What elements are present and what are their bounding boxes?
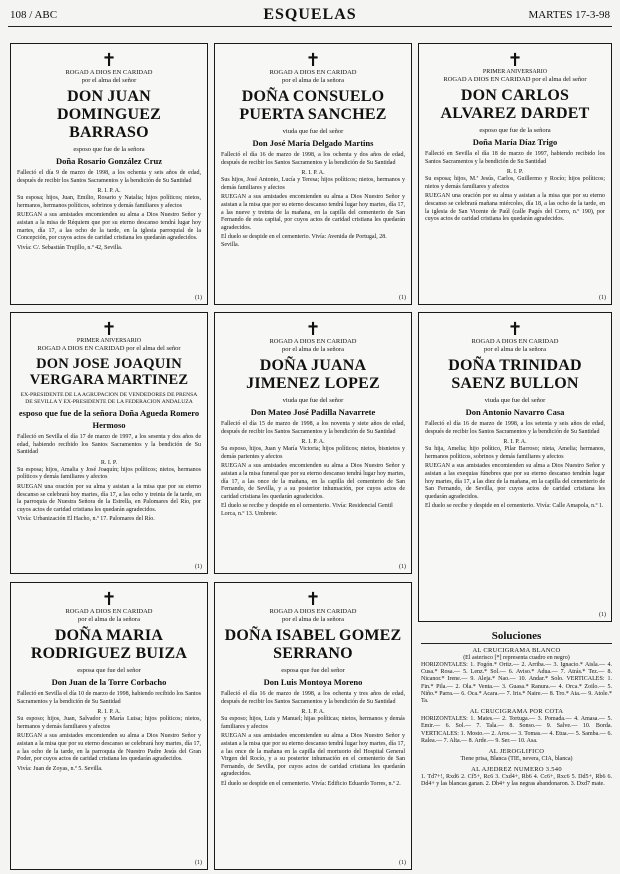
death-notice: Falleció el día 16 de marzo de 1998, a los setenta y seis años de edad, después de recibir los Santos Sacramentos y la bendición de Su Santidad	[425, 421, 605, 435]
rip-line: R. I. P.	[506, 169, 524, 176]
card-heading: ROGAD A DIOS EN CARIDAD	[269, 608, 357, 615]
obituary-card	[418, 312, 612, 622]
ad-code: (1)	[399, 564, 406, 570]
obituary-card	[214, 582, 412, 870]
death-notice: Falleció el día 16 de marzo de 1998, a los ochenta y dos años de edad, después de recibir los Santos Sacramentos y la bendición de Su Santidad	[221, 152, 405, 166]
association-line: EX-PRESIDENTE DE LA AGRUPACION DE VENDEDORES DE PRENSA DE SEVILLA Y EX-PRESIDENTE DE LA FEDERACION ANDALUZA	[20, 392, 198, 405]
crossword-cota-heading: AL CRUCIGRAMA POR COTA	[469, 708, 564, 716]
obituary-card	[10, 43, 208, 305]
spouse-name: Don Antonio Navarro Casa	[465, 407, 565, 417]
spouse-name: Doña María Díaz Trigo	[472, 137, 558, 147]
obituary-card	[10, 312, 208, 574]
deceased-name: DON JUAN DOMINGUEZ BARRASO	[56, 88, 162, 141]
mass-notice: RUEGAN una oración por su alma y asistan a la misa que por su eterno descanso se celebrará hoy martes, día 17, a las ocho y treinta de la tarde, en la parroquia de Nuestra Señora de la Estrella, en Palomares del Río, por cuyos actos de caridad cristiana les quedarán agradecidos.	[17, 483, 201, 513]
card-subheading: por el alma de la señora	[282, 616, 344, 623]
card-subheading: por el alma de la señora	[282, 346, 344, 353]
spouse-label: viuda que fue del señor	[282, 128, 344, 135]
ad-code: (1)	[195, 564, 202, 570]
spouse-name: Doña Rosario González Cruz	[55, 156, 162, 166]
crossword-blank-solution: HORIZONTALES: 1. Fogón.* Ortiz.— 2. Arriba.— 3. Ignacio.* Aisla.— 4. Cusa.* Rosa.— 5. Lenz.* Sol.— 6. Aviso.* Adua.— 7. Atrás.* Tez.— 8. Nicanor.* Irene.— 9. Aleja.* Nao.— 10. Andar.* Solo. VERTICALES: 1. Fin.* Pila.— 2. Ola.* Venta.— 3. Guasa.* Ranura.— 4. Orca.* Zoilo.— 5. Niño.* Parra.— 6. Oca.* Acara.— 7. Iris.* Naire.— 8. Tro.* Ata.— 9. Atole.* Ta.	[421, 662, 612, 705]
rebus-heading: AL JEROGLIFICO	[488, 748, 545, 756]
rip-line: R. I. P. A.	[503, 439, 527, 446]
page-header	[8, 6, 612, 27]
ad-code: (1)	[399, 295, 406, 301]
card-heading: ROGAD A DIOS EN CARIDAD	[269, 69, 357, 76]
rip-line: R. I. P.	[100, 459, 118, 466]
family-list: Su esposa; hijos, Amalia y José Joaquín; hijos políticos; nietos, hermanos políticos y demás familiares y afectos	[17, 466, 201, 481]
ad-code: (1)	[195, 860, 202, 866]
spouse-label: esposo que fue de la señora	[73, 146, 145, 153]
mass-notice: RUEGAN a sus amistades encomienden su alma a Dios Nuestro Señor y asistan a la misa que por su eterno descanso tendrá lugar hoy martes, día 17, a las nueve y treinta de la mañana, en la capilla del cementerio de San Fernando de esta capital, por cuyos actos de caridad cristiana les quedarán agradecidos.	[221, 194, 405, 231]
death-notice: Falleció el día 15 de marzo de 1998, a los noventa y siete años de edad, después de recibir los Santos Sacramentos y la bendición de Su Santidad	[221, 421, 405, 435]
mass-notice: RUEGAN una oración por su alma y asistan a la misa que por su eterno descanso se celebrará mañana miércoles, día 18, a las ocho de la tarde, en la iglesia de San Vicente de Paúl (calle Pagés del Corro, n.º 190), por cuyos actos de caridad cristiana les quedarán agradecidos.	[425, 193, 605, 223]
spouse-name: esposo que fue de la señora Doña Agueda Romero Hermoso	[18, 408, 200, 430]
deceased-name: DOÑA MARIA RODRIGUEZ BUIZA	[30, 627, 188, 662]
card-heading: ROGAD A DIOS EN CARIDAD	[65, 69, 153, 76]
deceased-name: DOÑA TRINIDAD SAENZ BULLON	[448, 357, 582, 392]
rip-line: R. I. P. A.	[301, 709, 325, 716]
crossword-blank-note: (El asterisco [*] representa cuadro en negro)	[463, 655, 570, 661]
family-list: Su esposo, hijos, Juan y María Victoria; hijos políticos; nietos, bisnietos y demás parientes y afectos	[221, 446, 405, 460]
card-subheading: ROGAD A DIOS EN CARIDAD por el alma del señor	[443, 76, 587, 83]
cross-icon: ✝	[101, 319, 117, 339]
deceased-name: DON CARLOS ALVAREZ DARDET	[440, 87, 590, 122]
residence-line: El duelo se despide en el cementerio. Vivía: Avenida de Portugal, 28. Sevilla.	[221, 234, 387, 248]
section-title: ESQUELAS	[263, 6, 357, 23]
spouse-name: Don Luis Montoya Moreno	[263, 677, 363, 687]
death-notice: Falleció el día 9 de marzo de 1998, a los ochenta y seis años de edad, después de recibir los Santos Sacramentos y la bendición de Su Santidad	[17, 170, 201, 184]
residence-line: El duelo se despide en el cementerio. Vivía: Edificio Eduardo Torres, n.º 2.	[221, 780, 401, 787]
card-subheading: por el alma de la señora	[78, 616, 140, 623]
anniversary-label: PRIMER ANIVERSARIO	[76, 338, 142, 344]
rip-line: R. I. P. A.	[301, 439, 325, 446]
residence-line: El duelo se recibe y despide en el cementerio. Vivía: Calle Amapola, n.º 1.	[425, 503, 604, 510]
card-subheading: ROGAD A DIOS EN CARIDAD por el alma del señor	[37, 345, 181, 352]
rip-line: R. I. P. A.	[97, 188, 121, 195]
cross-icon: ✝	[305, 50, 321, 70]
ad-code: (1)	[599, 295, 606, 301]
obituary-card	[214, 312, 412, 574]
cross-icon: ✝	[507, 319, 523, 339]
card-heading: ROGAD A DIOS EN CARIDAD	[471, 338, 559, 345]
spouse-label: viuda que fue del señor	[484, 397, 546, 404]
deceased-name: DON JOSE JOAQUIN VERGARA MARTINEZ	[29, 356, 189, 388]
death-notice: Falleció en Sevilla el día 10 de marzo de 1998, habiendo recibido los Santos Sacramentos y la bendición de Su Santidad	[17, 691, 201, 705]
spouse-name: Don Juan de la Torre Corbacho	[51, 677, 167, 687]
family-list: Su esposa; hijos, M.ª Jesús, Carlos, Guillermo y Rocío; hijos políticos; nietos y demás familiares y afectos	[425, 176, 605, 190]
spouse-label: esposo que fue de la señora	[479, 127, 551, 134]
mass-notice: RUEGAN a sus amistades encomienden su alma a Dios Nuestro Señor y asistan a la misa que por su eterno descanso tendrá lugar hoy martes, día 17, a las once de la mañana en la capilla del mortuorio del Hospital General Virgen del Rocío, y a su posterior inhumación en el cementerio de San Fernando, de Sevilla, por cuyos actos de caridad cristiana les quedarán agradecidos.	[221, 733, 405, 778]
family-list: Sus hijos, José Antonio, Lucía y Teresa; hijos políticos; nietos, hermanos y demás familiares y afectos	[221, 177, 405, 191]
deceased-name: DOÑA ISABEL GOMEZ SERRANO	[224, 627, 402, 662]
rebus-solution: Tiene prisa, Blanca (TIE, nevera, CIA, blanca)	[460, 756, 573, 763]
obituary-card	[418, 43, 612, 305]
residence-line: El duelo se recibe y despide en el cementerio. Vivía: Residencial Gentil Lorca, n.º 13. Umbrete.	[221, 503, 393, 517]
spouse-label: esposa que fue del señor	[281, 667, 345, 674]
obituary-card	[10, 582, 208, 870]
card-subheading: por el alma del señor	[81, 77, 137, 84]
cross-icon: ✝	[305, 319, 321, 339]
obituary-card	[214, 43, 412, 305]
family-list: Su hija, Amelia; hijo político, Pilar Barroso; nieta, Amelia; hermanos, hermanos políticos, sobrinos y demás familiares y afectos	[425, 446, 605, 460]
death-notice: Falleció en Sevilla el día 18 de marzo de 1997, habiendo recibido los Santos Sacramentos y la bendición de Su Santidad	[425, 151, 605, 165]
spouse-name: Don José María Delgado Martins	[252, 138, 374, 148]
residence-line: Vivía: C/. Sebastián Trujillo, n.º 42, Sevilla.	[17, 244, 123, 251]
crossword-blank-heading: AL CRUCIGRAMA BLANCO	[472, 647, 561, 654]
spouse-name: Don Mateo José Padilla Navarrete	[250, 407, 376, 417]
deceased-name: DOÑA JUANA JIMENEZ LOPEZ	[246, 357, 380, 392]
mass-notice: RUEGAN a sus amistades encomienden su alma a Dios Nuestro Señor y asistan a la misa de Réquiem que por su eterno descanso tendrá lugar hoy martes, día 17, a las ocho de la tarde, en la iglesia parroquial de la Concepción, por cuyos actos de caridad cristiana les quedarán agradecidos.	[17, 212, 201, 242]
solutions-column	[421, 630, 612, 868]
family-list: Su esposa; hijos, Juan, Emilio, Rosario y Natalia; hijos políticos; nietos, hermanos, hermanos políticos, sobrinos y demás familiares y afectos	[17, 195, 201, 209]
residence-line: Vivía: Urbanización El Hacho, n.º 17. Palomares del Río.	[17, 516, 155, 523]
cross-icon: ✝	[101, 589, 117, 609]
rip-line: R. I. P. A.	[97, 709, 121, 716]
chess-heading: AL AJEDREZ NUMERO 3.540	[471, 766, 562, 774]
card-heading: ROGAD A DIOS EN CARIDAD	[65, 608, 153, 615]
death-notice: Falleció el día 16 de marzo de 1998, a los ochenta y tres años de edad, después de recibir los Santos Sacramentos y la bendición de Su Santidad	[221, 691, 405, 705]
anniversary-label: PRIMER ANIVERSARIO	[482, 69, 548, 75]
spouse-label: esposa que fue del señor	[77, 667, 141, 674]
crossword-cota-solution: HORIZONTALES: 1. Mates.— 2. Tortuga.— 3. Pomada.— 4. Amasa.— 5. Emir.— 6. Sol.— 7. Tala.— 8. Sonso.— 9. Salve.— 10. Borda. VERTICALES: 1. Mosto.— 2. Aros.— 3. Tomas.— 4. Etua.— 5. Samba.— 6. Ralea.— 7. Alta.— 8. Arde.— 9. Ser.— 10. Asa.	[421, 716, 612, 744]
solutions-title: Soluciones	[421, 630, 612, 644]
cross-icon: ✝	[305, 589, 321, 609]
chess-solution: 1. Td7+!, Rxd6 2. Cf5+, Rc6 3. Cxd4+, Rb6 4. Cc6+, Rxc6 5. Dd5+, Rb6 6. Dd4+ y las blancas ganan. 2. Dh4+ y las negras abandonaron. 3. Dxd7 mate.	[421, 774, 612, 788]
ad-code: (1)	[399, 860, 406, 866]
page-date: MARTES 17-3-98	[528, 9, 610, 21]
mass-notice: RUEGAN a sus amistades encomienden su alma a Dios Nuestro Señor y asistan a las exequias fúnebres que por su eterno descanso tendrán lugar hoy martes, día 17, a las diez de la mañana, en la capilla del cementerio de San Fernando, de Sevilla, por cuyos actos de caridad cristiana les quedarán agradecidos.	[425, 463, 605, 500]
mass-notice: RUEGAN a sus amistades encomienden su alma a Dios Nuestro Señor y asistan a la misa que por su eterno descanso se celebrará hoy martes, día 17, a las ocho de la tarde, en la parroquia de Nuestro Padre Jesús del Gran Poder, por cuyos actos de caridad cristiana les quedarán agradecidos.	[17, 733, 201, 763]
spouse-label: viuda que fue del señor	[282, 397, 344, 404]
cross-icon: ✝	[507, 50, 523, 70]
family-list: Su esposo; hijos, Juan, Salvador y María Luisa; hijos políticos; nietos, hermanos y demás familiares y afectos	[17, 716, 201, 730]
page-number: 108 / ABC	[10, 9, 58, 21]
family-list: Su esposo; hijos, Luis y Manuel; hijas políticas; nietos, hermanos y demás familiares y afectos	[221, 716, 405, 730]
deceased-name: DOÑA CONSUELO PUERTA SANCHEZ	[239, 88, 387, 123]
cross-icon: ✝	[101, 50, 117, 70]
rip-line: R. I. P. A.	[301, 170, 325, 177]
card-subheading: por el alma de la señora	[282, 77, 344, 84]
mass-notice: RUEGAN a sus amistades encomienden su alma a Dios Nuestro Señor y asistan a la misa funeral que por su eterno descanso tendrá lugar hoy martes, día 17, a las once de la mañana, en la capilla del cementerio de San Fernando, de Sevilla, y a su posterior inhumación, por cuyos actos de caridad cristiana les quedarán agradecidos.	[221, 463, 405, 500]
residence-line: Vivía: Juan de Zoyas, n.º 5. Sevilla.	[17, 765, 103, 772]
death-notice: Falleció en Sevilla el día 17 de marzo de 1997, a los sesenta y dos años de edad, habiendo recibido los Santos Sacramentos y la bendición de Su Santidad	[17, 434, 201, 456]
ad-code: (1)	[195, 295, 202, 301]
ad-code: (1)	[599, 612, 606, 618]
card-subheading: por el alma de la señora	[484, 346, 546, 353]
card-heading: ROGAD A DIOS EN CARIDAD	[269, 338, 357, 345]
